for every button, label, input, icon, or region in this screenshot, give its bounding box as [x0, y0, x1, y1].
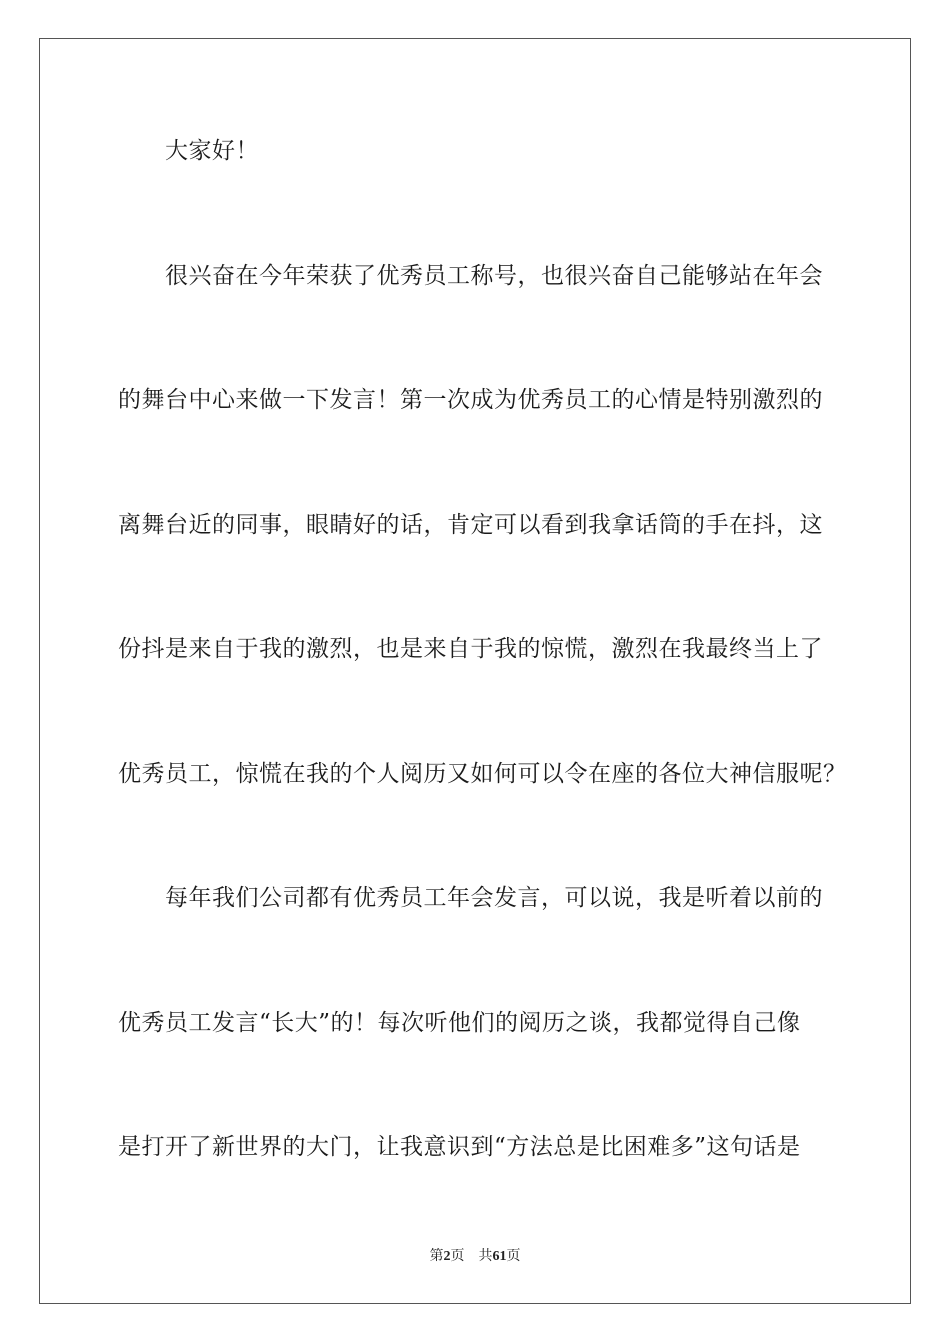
text-line-8: 是打开了新世界的大门，让我意识到“方法总是比困难多”这句话是 — [118, 1134, 801, 1160]
page-number: 2 — [443, 1249, 451, 1264]
text-line-7: 优秀员工发言“长大”的！每次听他们的阅历之谈，我都觉得自己像 — [118, 1010, 801, 1036]
page-suffix: 页 — [450, 1249, 465, 1264]
page-prefix: 第 — [429, 1249, 444, 1264]
text-line-6: 每年我们公司都有优秀员工年会发言，可以说，我是听着以前的 — [165, 885, 823, 911]
text-line-5: 优秀员工，惊慌在我的个人阅历又如何可以令在座的各位大神信服呢？ — [118, 761, 847, 787]
total-prefix: 共 — [478, 1249, 493, 1264]
text-line-2: 的舞台中心来做一下发言！第一次成为优秀员工的心情是特别激烈的 — [118, 387, 823, 413]
greeting-line: 大家好！ — [165, 138, 259, 164]
page-footer — [0, 1248, 950, 1266]
text-line-3: 离舞台近的同事，眼睛好的话，肯定可以看到我拿话筒的手在抖，这 — [118, 512, 823, 538]
text-line-1: 很兴奋在今年荣获了优秀员工称号，也很兴奋自己能够站在年会 — [165, 263, 823, 289]
page-frame — [39, 38, 911, 1304]
total-suffix: 页 — [506, 1249, 521, 1264]
text-line-4: 份抖是来自于我的激烈，也是来自于我的惊慌，激烈在我最终当上了 — [118, 636, 823, 662]
total-pages: 61 — [492, 1249, 507, 1264]
